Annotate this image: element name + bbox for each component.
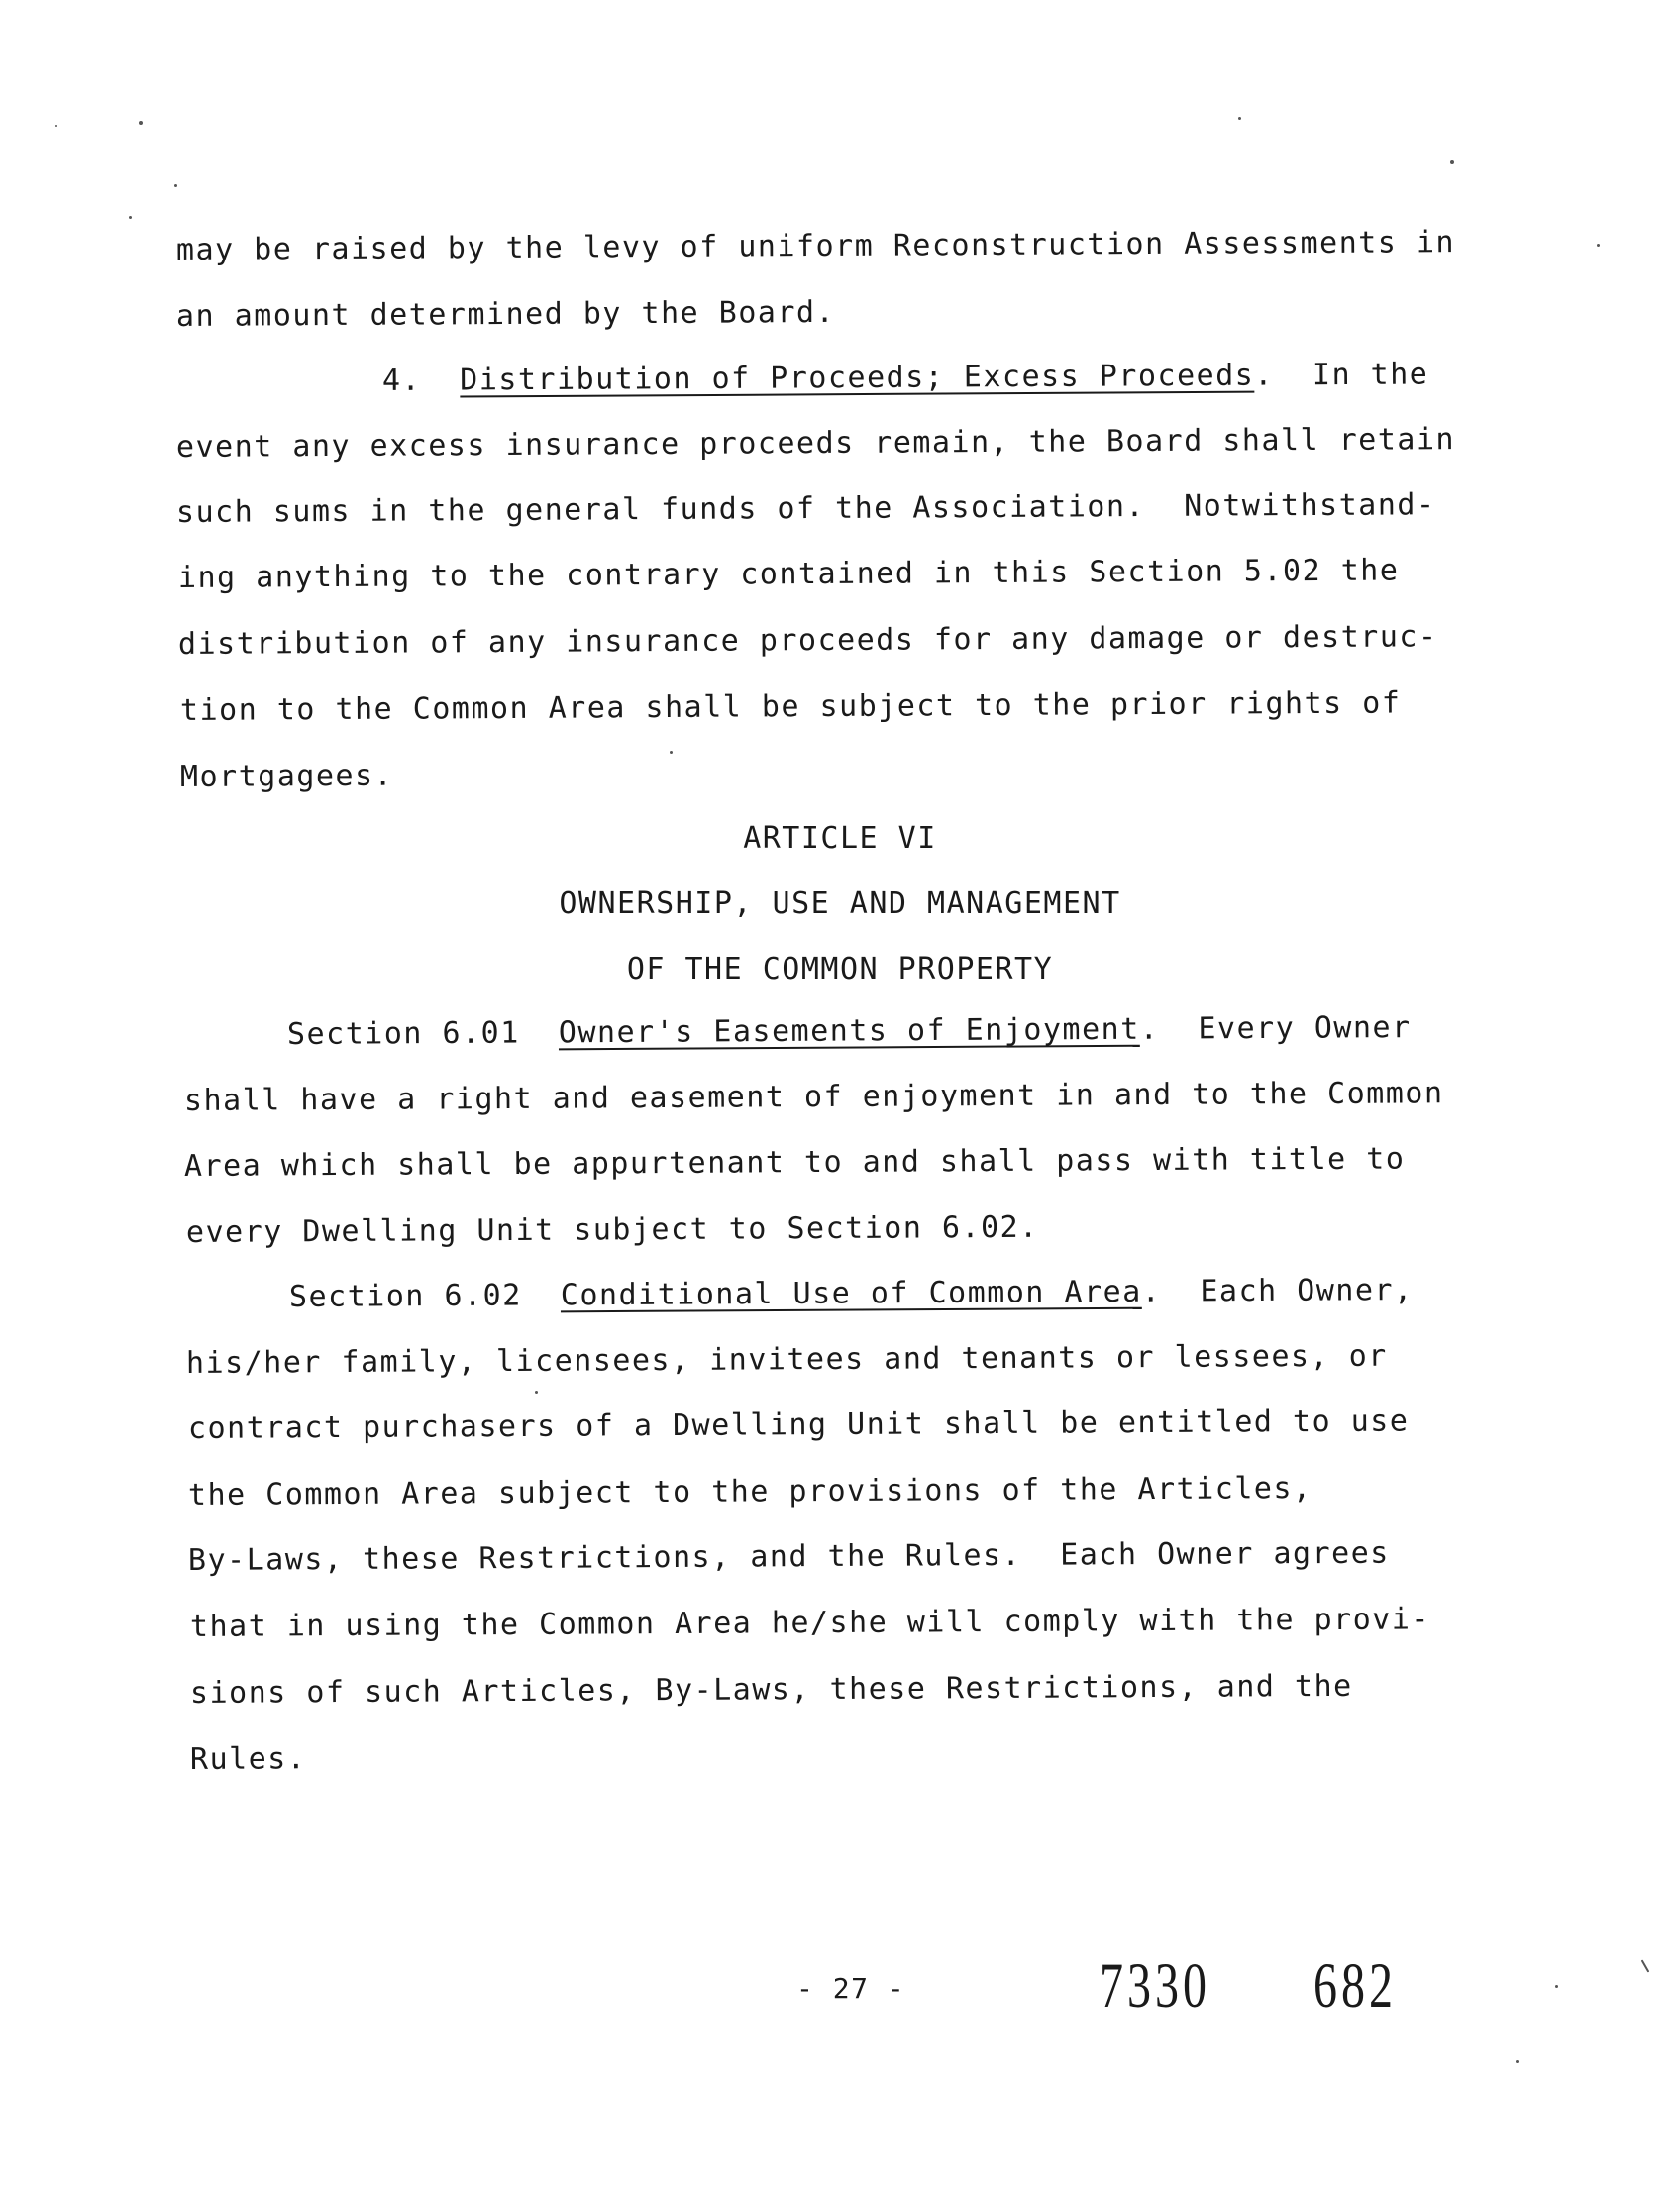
body-line: Rules. xyxy=(189,1741,307,1777)
scan-speck xyxy=(1597,244,1600,247)
section-601-heading: Owner's Easements of Enjoyment xyxy=(558,1011,1140,1051)
body-line: shall have a right and easement of enjoyment in and to the Common xyxy=(183,1076,1444,1118)
article-subtitle: OF THE COMMON PROPERTY xyxy=(626,952,1054,987)
section-602-heading-trail: . Each Owner, xyxy=(1141,1273,1414,1309)
body-line: tion to the Common Area shall be subject to the prior rights of xyxy=(179,685,1402,728)
body-line: that in using the Common Area he/she will comply with the provi- xyxy=(189,1602,1431,1644)
book-number-stamp: 7330 xyxy=(1100,1950,1210,2023)
body-line: may be raised by the levy of uniform Reconstruction Assessments in xyxy=(175,225,1456,267)
para4-number: 4. xyxy=(381,363,422,398)
page-number-stamp: 682 xyxy=(1313,1950,1397,2023)
section-602-first-line xyxy=(288,1273,1414,1314)
section-601-label: Section 6.01 xyxy=(286,1015,520,1052)
scan-speck xyxy=(670,751,673,754)
para4-heading: Distribution of Proceeds; Excess Proceeds xyxy=(460,358,1255,398)
scan-speck xyxy=(535,1391,538,1394)
article-title: ARTICLE VI xyxy=(743,821,937,856)
body-line: every Dwelling Unit subject to Section 6.02. xyxy=(185,1209,1039,1250)
scan-speck xyxy=(1641,1959,1650,1972)
body-line: ing anything to the contrary contained in this Section 5.02 the xyxy=(177,553,1400,595)
body-line: distribution of any insurance proceeds for any damage or destruc- xyxy=(177,619,1438,662)
body-line: contract purchasers of a Dwelling Unit shall be entitled to use xyxy=(187,1404,1410,1446)
scan-speck xyxy=(129,216,132,219)
body-line: event any excess insurance proceeds remain, the Board shall retain xyxy=(175,422,1456,465)
body-line: such sums in the general funds of the Association. Notwithstand- xyxy=(175,487,1436,530)
page-number: - 27 - xyxy=(796,1972,906,2005)
body-line: Area which shall be appurtenant to and shall pass with title to xyxy=(183,1141,1406,1184)
scan-speck xyxy=(139,121,143,125)
article-subtitle: OWNERSHIP, USE AND MANAGEMENT xyxy=(559,886,1121,921)
scan-speck xyxy=(1450,160,1454,164)
section-602-label: Section 6.02 xyxy=(288,1278,522,1314)
section-601-first-line xyxy=(286,1010,1412,1052)
body-line: Mortgagees. xyxy=(179,758,394,794)
scan-speck xyxy=(1516,2060,1519,2063)
body-line: the Common Area subject to the provisions of the Articles, xyxy=(187,1471,1312,1512)
scan-speck xyxy=(1238,117,1241,120)
body-line: sions of such Articles, By-Laws, these Restrictions, and the xyxy=(189,1668,1353,1711)
body-line: By-Laws, these Restrictions, and the Rules. Each Owner agrees xyxy=(187,1535,1390,1578)
body-line: an amount determined by the Board. xyxy=(175,294,836,334)
scan-speck xyxy=(174,184,177,187)
scan-speck xyxy=(1555,1985,1558,1988)
section-601-heading-trail: . Every Owner xyxy=(1139,1010,1412,1047)
section-602-heading: Conditional Use of Common Area xyxy=(560,1274,1142,1313)
para4-first-line xyxy=(381,357,1429,398)
para4-heading-trail: . In the xyxy=(1254,357,1429,393)
scan-speck xyxy=(55,125,57,127)
body-line: his/her family, licensees, invitees and tenants or lessees, or xyxy=(185,1338,1388,1381)
